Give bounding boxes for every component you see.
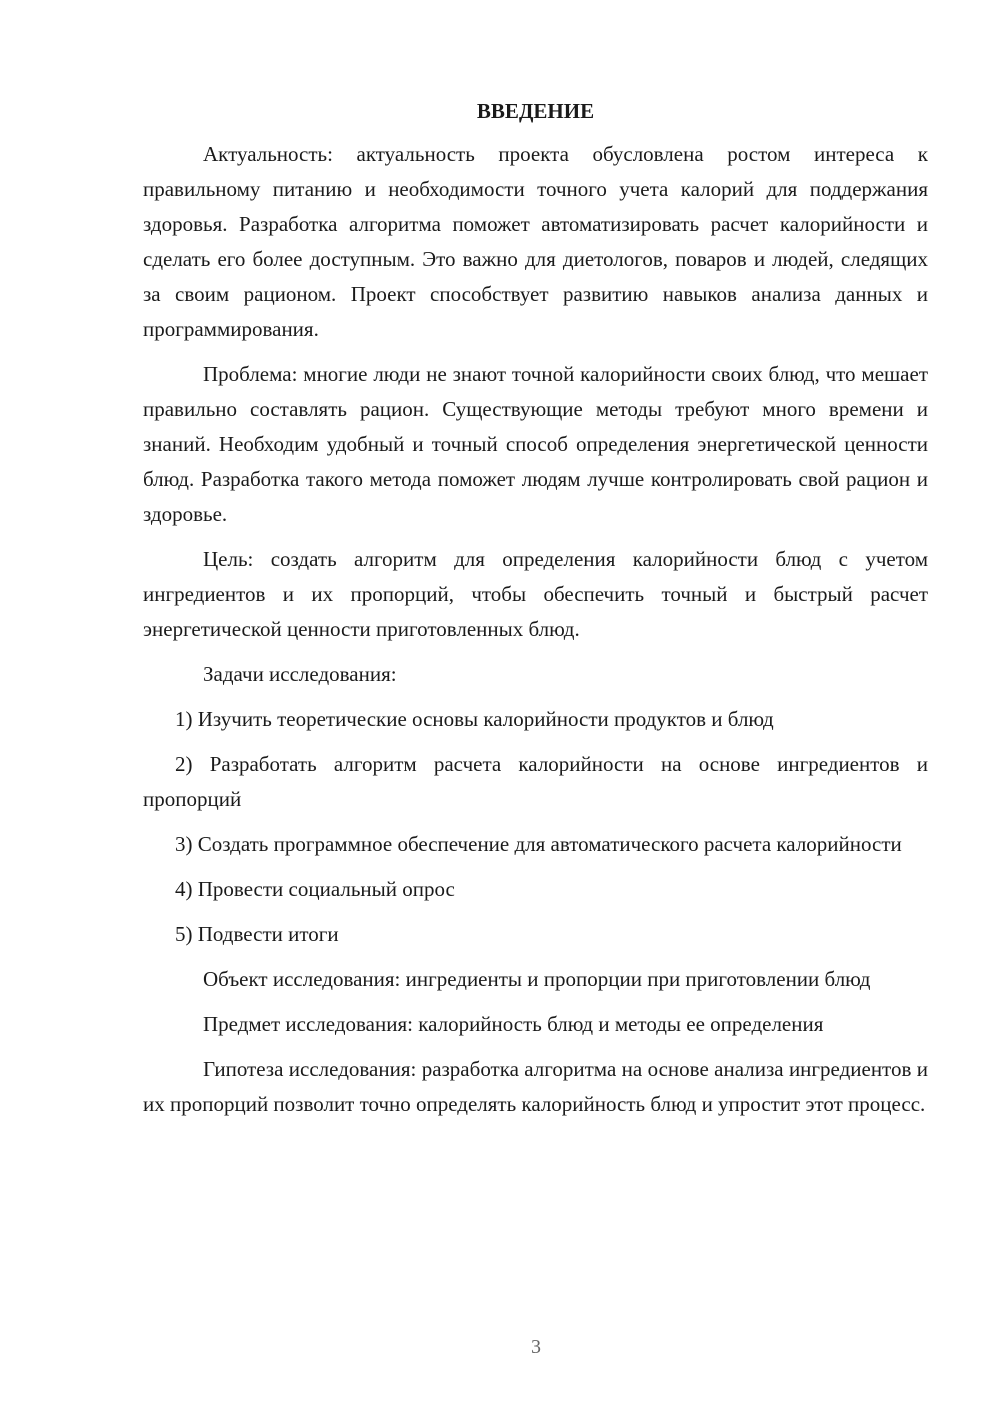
page-content	[143, 94, 928, 1132]
task-item-3: 3) Создать программное обеспечение для автоматического расчета калорийности	[175, 832, 902, 856]
section-title: ВВЕДЕНИЕ	[476, 99, 595, 123]
research-object-paragraph: Объект исследования: ингредиенты и пропорции при приготовлении блюд	[203, 967, 871, 991]
tasks-heading: Задачи исследования:	[203, 662, 397, 686]
task-item-4: 4) Провести социальный опрос	[175, 877, 455, 901]
hypothesis-paragraph: Гипотеза исследования: разработка алгоритма на основе анализа ингредиентов и их пропорций позволит точно определять калорийность блюд и упростит этот процесс.	[143, 1057, 928, 1116]
problem-paragraph: Проблема: многие люди не знают точной калорийности своих блюд, что мешает правильно составлять рацион. Существующие методы требуют много времени и знаний. Необходим удобный и точный способ определения энергетической ценности блюд. Разработка такого метода поможет людям лучше контролировать свой рацион и здоровье.	[143, 362, 928, 526]
research-subject-paragraph: Предмет исследования: калорийность блюд и методы ее определения	[203, 1012, 824, 1036]
goal-paragraph: Цель: создать алгоритм для определения калорийности блюд с учетом ингредиентов и их пропорций, чтобы обеспечить точный и быстрый расчет энергетической ценности приготовленных блюд.	[143, 547, 928, 641]
task-item-1: 1) Изучить теоретические основы калорийности продуктов и блюд	[175, 707, 774, 731]
page-number: 3	[531, 1336, 541, 1358]
task-item-5: 5) Подвести итоги	[175, 922, 339, 946]
relevance-paragraph: Актуальность: актуальность проекта обусловлена ростом интереса к правильному питанию и необходимости точного учета калорий для поддержания здоровья. Разработка алгоритма поможет автоматизировать расчет калорийности и сделать его более доступным. Это важно для диетологов, поваров и людей, следящих за своим рационом. Проект способствует развитию навыков анализа данных и программирования.	[143, 142, 928, 341]
task-item-2: 2) Разработать алгоритм расчета калорийности на основе ингредиентов и пропорций	[143, 752, 928, 811]
